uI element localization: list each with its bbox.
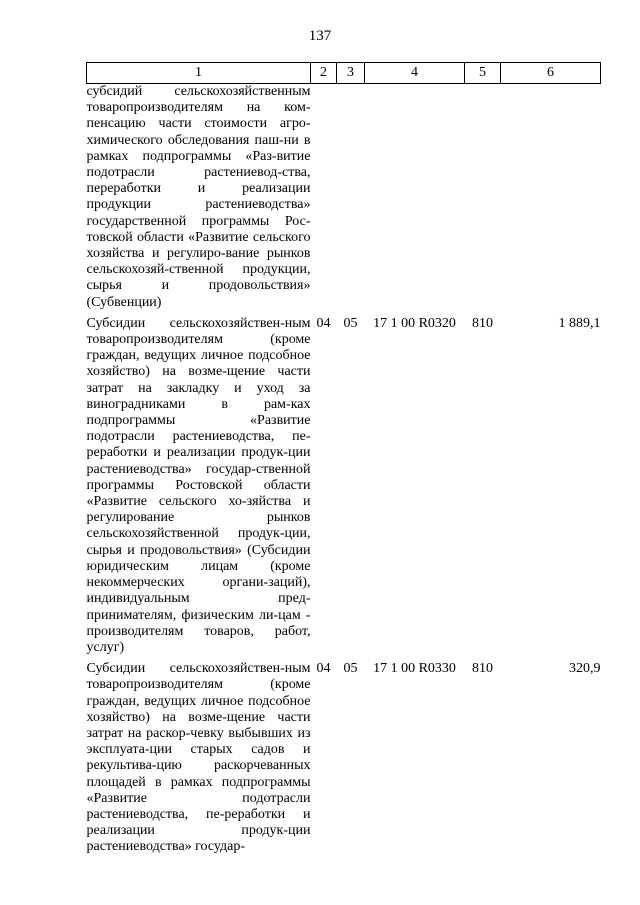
header-col-target-article: 4 [365, 63, 465, 84]
row-name-cell: субсидий сельскохозяйственным товаропроизводителям на ком-пенсацию части стоимости агро-химического обследования паш-ни в рамках подпрограммы «Раз-витие подотрасли растениевод-ства, переработки и реализации продукции растениеводства» государственной программы Рос-товской области «Развитие сельского хозяйства и регулиро-вание рынков сельскохозяй-ственной продукции, сырья и продовольствия» (Субвенции) [86, 84, 311, 310]
header-col-subsection: 3 [337, 63, 365, 84]
target-article-cell: 17 1 00 R0320 [373, 315, 456, 331]
amount-cell: 320,9 [569, 661, 601, 677]
header-col-expense-type: 5 [465, 63, 501, 84]
expense-type-cell: 810 [472, 315, 493, 331]
section-cell [311, 84, 337, 311]
header-col-name: 1 [87, 63, 311, 84]
expense-type-cell [465, 84, 501, 311]
target-article-cell: 17 1 00 R0330 [373, 661, 456, 677]
target-article-cell [365, 84, 465, 311]
table-row [87, 84, 601, 311]
header-col-amount: 6 [501, 63, 601, 84]
table-row [87, 316, 601, 656]
amount-cell: 1 889,1 [558, 315, 601, 331]
expense-type-cell: 810 [472, 661, 493, 677]
row-name-cell: Субсидии сельскохозяйствен-ным товаропроизводителям (кроме граждан, ведущих личное подсобное хозяйство) на возме-щение части затрат на раскор-чевку выбывших из эксплуата-ции старых садов и рекультива-цию раскорчеванных площадей в рамках подпрограммы «Развитие подотрасли растениеводства, пе-реработки и реализации продук-ции растениеводства» государ- [86, 661, 311, 855]
subsection-cell [337, 84, 365, 311]
header-col-section: 2 [311, 63, 337, 84]
row-name-cell: Субсидии сельскохозяйствен-ным товаропроизводителям (кроме граждан, ведущих личное подсобное хозяйство) на возме-щение части затрат на закладку и уход за виноградниками в рам-ках подпрограммы «Развитие подотрасли растениеводства, пе-реработки и реализации продук-ции растениеводства» государ-ственной программы Ростовской области «Развитие сельского хо-зяйства и регулирование рынков сельскохозяйственной продук-ции, сырья и продовольствия» (Субсидии юридическим лицам (кроме некоммерческих органи-заций), индивидуальным пред-принимателям, физическим ли-цам - производителям товаров, работ, услуг) [86, 315, 311, 655]
budget-table [86, 62, 601, 856]
header-row [87, 63, 601, 84]
amount-cell [501, 84, 601, 311]
subsection-cell: 05 [343, 315, 358, 331]
section-cell: 04 [316, 661, 331, 677]
table-row [87, 661, 601, 855]
section-cell: 04 [316, 315, 331, 331]
subsection-cell: 05 [343, 661, 358, 677]
page-number: 137 [308, 28, 332, 44]
